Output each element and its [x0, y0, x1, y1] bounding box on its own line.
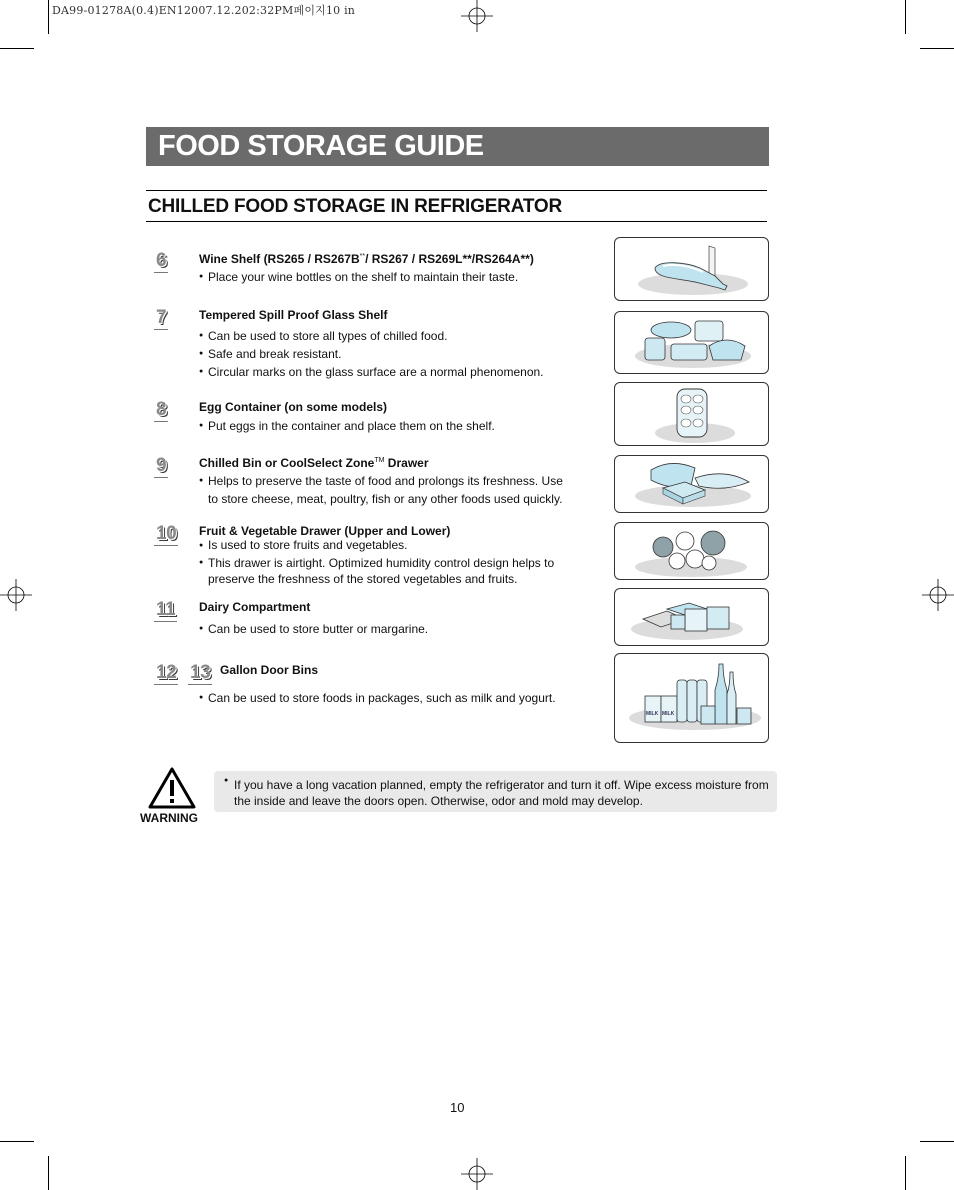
wine-bottle-icon [614, 237, 769, 301]
item-title-sup: TM [374, 457, 385, 464]
bullet-list [199, 620, 428, 638]
food-containers-icon [614, 311, 769, 374]
crop-mark [920, 1141, 954, 1142]
list-item: ● Place your wine bottles on the shelf to maintain their taste. [199, 268, 518, 286]
crop-mark [0, 48, 34, 49]
warning-label: WARNING [140, 811, 198, 825]
bullet-icon: ● [224, 777, 229, 784]
item-title: Tempered Spill Proof Glass Shelf [199, 308, 388, 322]
egg-container-icon [614, 382, 769, 446]
page-number: 10 [450, 1100, 465, 1115]
registration-mark-icon [0, 579, 32, 611]
registration-mark-icon [461, 1158, 493, 1190]
item-number: 7 [156, 307, 167, 328]
butter-icon [614, 588, 769, 646]
crop-mark [920, 48, 954, 49]
crop-mark [48, 1156, 49, 1190]
item-glass-shelf [154, 308, 574, 388]
crop-mark [905, 0, 906, 34]
item-title-sup: ** [359, 253, 366, 260]
bullet-list [199, 689, 556, 707]
registration-mark-icon [461, 0, 493, 32]
warning-text: If you have a long vacation planned, empty the refrigerator and turn it off. Wipe excess moisture from the inside and leave the doors open. Otherwise, odor and mold may develop. [234, 778, 769, 808]
list-item: ● Put eggs in the container and place them on the shelf. [199, 417, 495, 435]
section-heading-bar [146, 190, 767, 222]
page-title: FOOD STORAGE GUIDE [158, 130, 484, 162]
list-item: ● Circular marks on the glass surface are a normal phenomenon. [199, 363, 544, 381]
title-bar [146, 127, 769, 166]
warning-icon [148, 767, 196, 809]
list-item: ● Is used to store fruits and vegetables. [199, 538, 574, 553]
milk-carton-label: MILK [662, 711, 675, 717]
item-number: 9 [156, 455, 167, 476]
item-number: 6 [156, 250, 167, 271]
meat-fish-icon [614, 455, 769, 513]
item-chilled-bin [154, 456, 574, 512]
list-item: ● Helps to preserve the taste of food and prolongs its freshness. Use to store cheese, meat, poultry, fish or any other foods used quickly. [199, 472, 574, 508]
section-heading: CHILLED FOOD STORAGE IN REFRIGERATOR [148, 196, 562, 217]
item-gallon-door-bins [154, 663, 574, 713]
item-title: Gallon Door Bins [220, 663, 319, 677]
bullet-list [199, 538, 574, 587]
list-item: ● This drawer is airtight. Optimized humidity control design helps to preserve the freshness of the stored vegetables and fruits. [199, 555, 574, 587]
bullet-list [199, 327, 544, 381]
item-number: 11 [156, 599, 176, 620]
crop-mark [48, 0, 49, 34]
fruit-vegetable-icon [614, 522, 769, 580]
bullet-list [199, 472, 574, 508]
item-egg-container [154, 400, 574, 440]
list-item: ● Can be used to store butter or margarine. [199, 620, 428, 638]
milk-carton-label: MILK [646, 711, 659, 717]
crop-mark [0, 1141, 34, 1142]
item-title: Chilled Bin or CoolSelect Zone™ Drawer [199, 456, 429, 470]
item-dairy-compartment [154, 600, 574, 640]
item-number: 10 [156, 523, 177, 544]
print-header: DA99-01278A(0.4)EN12007.12.202:32PM페이지10 in [52, 4, 356, 17]
warning-box [214, 771, 777, 812]
list-item: ● Can be used to store all types of chilled food. [199, 327, 544, 345]
registration-mark-icon [922, 579, 954, 611]
crop-mark [905, 1156, 906, 1190]
item-number: 13 [190, 662, 211, 683]
item-title: Egg Container (on some models) [199, 400, 388, 414]
bullet-list [199, 417, 495, 435]
list-item: ● Safe and break resistant. [199, 345, 544, 363]
item-title: Dairy Compartment [199, 600, 311, 614]
item-number: 8 [156, 399, 167, 420]
bullet-list [199, 268, 518, 286]
item-title: Fruit & Vegetable Drawer (Upper and Lower) [199, 524, 451, 538]
milk-bottles-icon [614, 653, 769, 743]
item-title: Wine Shelf (RS265 / RS267B**/ RS267 / RS269L**/RS264A**) [199, 252, 534, 266]
list-item: ● Can be used to store foods in packages, such as milk and yogurt. [199, 689, 556, 707]
item-fruit-vegetable-drawer [154, 524, 574, 590]
item-wine-shelf [154, 251, 574, 291]
item-number: 12 [156, 662, 177, 683]
